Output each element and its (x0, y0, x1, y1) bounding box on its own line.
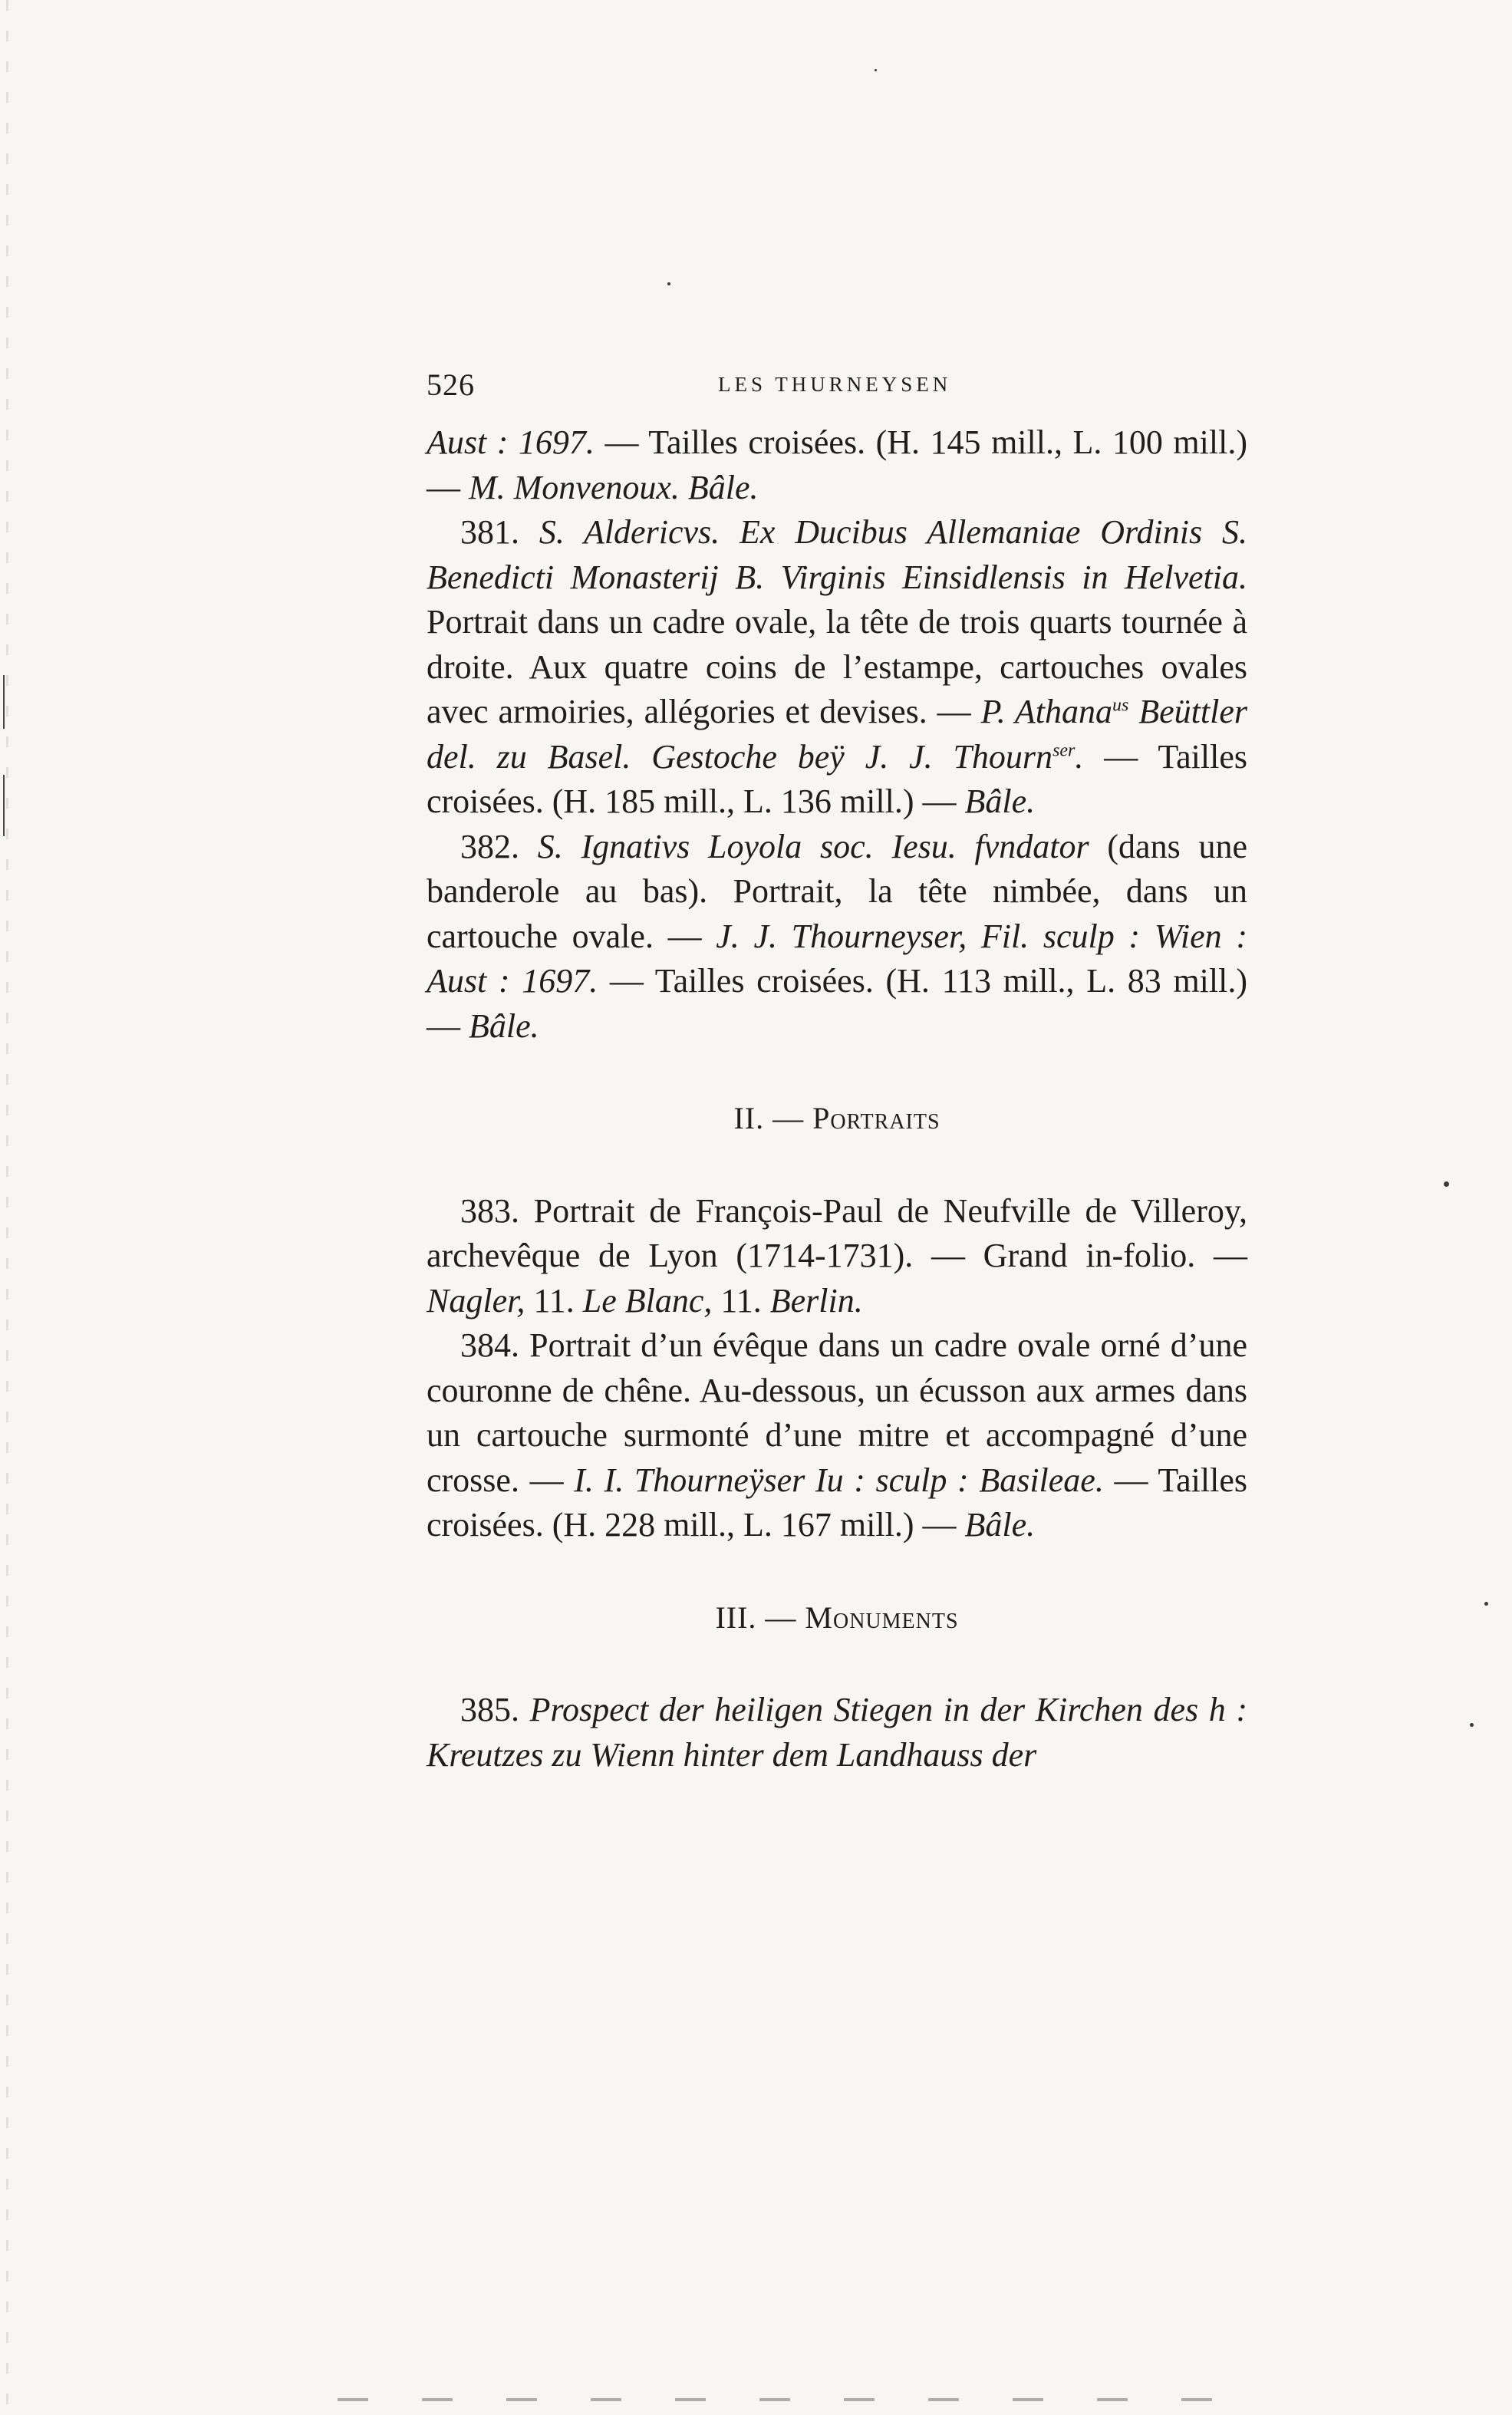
ink-speck (667, 282, 670, 285)
continuation-location: M. Monvenoux. Bâle. (469, 468, 759, 506)
entry-description: Portrait d’un évêque dans un cadre ovale orné d’une couronne de chêne. Au-dessous, un écusson aux armes dans un cartouche surmonté d’une mitre et accompagné d’une crosse. — (427, 1326, 1247, 1499)
page-header (427, 367, 1247, 410)
ink-speck (1470, 1723, 1474, 1727)
section-numeral: III. — (715, 1600, 805, 1635)
entry-382 (427, 825, 1247, 1049)
page-edge-mark (3, 675, 5, 729)
entry-location: Berlin. (769, 1281, 863, 1320)
entry-location: Bâle. (964, 1506, 1036, 1544)
entry-reference: Le Blanc, (582, 1281, 713, 1320)
entry-credit: P. Athana (980, 693, 1113, 730)
entry-reference: Nagler, (427, 1281, 525, 1320)
continued-entry (427, 420, 1247, 510)
section-title: Portraits (812, 1101, 940, 1135)
superscript: us (1112, 695, 1129, 716)
entry-number: 384. (460, 1326, 519, 1364)
section-heading-portraits (427, 1096, 1247, 1142)
entry-number: 385. (460, 1691, 519, 1728)
page-body (427, 420, 1247, 1777)
entry-details: — Tailles croisées. (H. 113 mill., L. 83 mill.) — (427, 962, 1247, 1045)
entry-title: Prospect der heiligen Stiegen in der Kirchen des h : Kreutzes zu Wienn hinter dem Landhauss der (427, 1691, 1247, 1774)
entry-381 (427, 510, 1247, 825)
entry-description: (dans une banderole au bas). Portrait, la tête nimbée, dans un cartouche ovale. — (427, 827, 1247, 955)
entry-reference-number: 11. (712, 1281, 770, 1320)
page-bottom-edge (338, 2398, 1258, 2401)
entry-383 (427, 1189, 1247, 1324)
ink-speck (1444, 1181, 1449, 1187)
section-numeral: II. — (733, 1101, 813, 1135)
continuation-date: Aust : 1697. (427, 423, 595, 461)
ink-speck (1484, 1602, 1488, 1606)
entry-384 (427, 1323, 1247, 1548)
section-title: Monuments (805, 1600, 959, 1635)
ink-speck (875, 69, 877, 71)
entry-details: — Tailles croisées. (H. 228 mill., L. 167 mill.) — (427, 1461, 1247, 1544)
entry-385 (427, 1688, 1247, 1777)
entry-credit: J. J. Thourneyser, Fil. sculp : Wien : Aust : 1697. (427, 917, 1247, 1000)
entry-credit: . (1075, 737, 1084, 776)
entry-credit: Beüttler del. zu Basel. Gestoche beÿ J. J. Thourn (427, 693, 1248, 776)
superscript: ser (1052, 740, 1076, 760)
page-edge-mark (3, 775, 5, 836)
continuation-text: — Tailles croisées. (H. 145 mill., L. 100 mill.) — (427, 423, 1247, 506)
entry-number: 381. (460, 513, 519, 551)
entry-title: S. Ignativs Loyola soc. Iesu. fvndator (519, 827, 1089, 865)
entry-reference-number: 11. (525, 1281, 583, 1320)
running-head: LES THURNEYSEN (718, 373, 952, 396)
entry-credit: I. I. Thourneÿser Iu : sculp : Basileae. (574, 1461, 1104, 1499)
entry-number: 383. (460, 1191, 519, 1230)
entry-location: Bâle. (469, 1007, 539, 1045)
entry-description: Portrait de François-Paul de Neufville de Villeroy, archevêque de Lyon (1714-1731). — Grand in-folio. — (427, 1191, 1247, 1274)
entry-title: S. Aldericvs. Ex Ducibus Allemaniae Ordinis S. Benedicti Monasterij B. Virginis Einsidlensis in Helvetia. (427, 513, 1247, 596)
page-number: 526 (427, 367, 475, 402)
section-heading-monuments (427, 1596, 1247, 1641)
entry-location: Bâle. (964, 782, 1036, 820)
entry-details: — Tailles croisées. (H. 185 mill., L. 136 mill.) — (427, 737, 1247, 820)
page-edge (6, 0, 8, 2415)
entry-number: 382. (460, 827, 519, 865)
entry-description: Portrait dans un cadre ovale, la tête de trois quarts tournée à droite. Aux quatre coins de l’estampe, cartouches ovales avec armoiries, allégories et devises. — (427, 603, 1247, 730)
